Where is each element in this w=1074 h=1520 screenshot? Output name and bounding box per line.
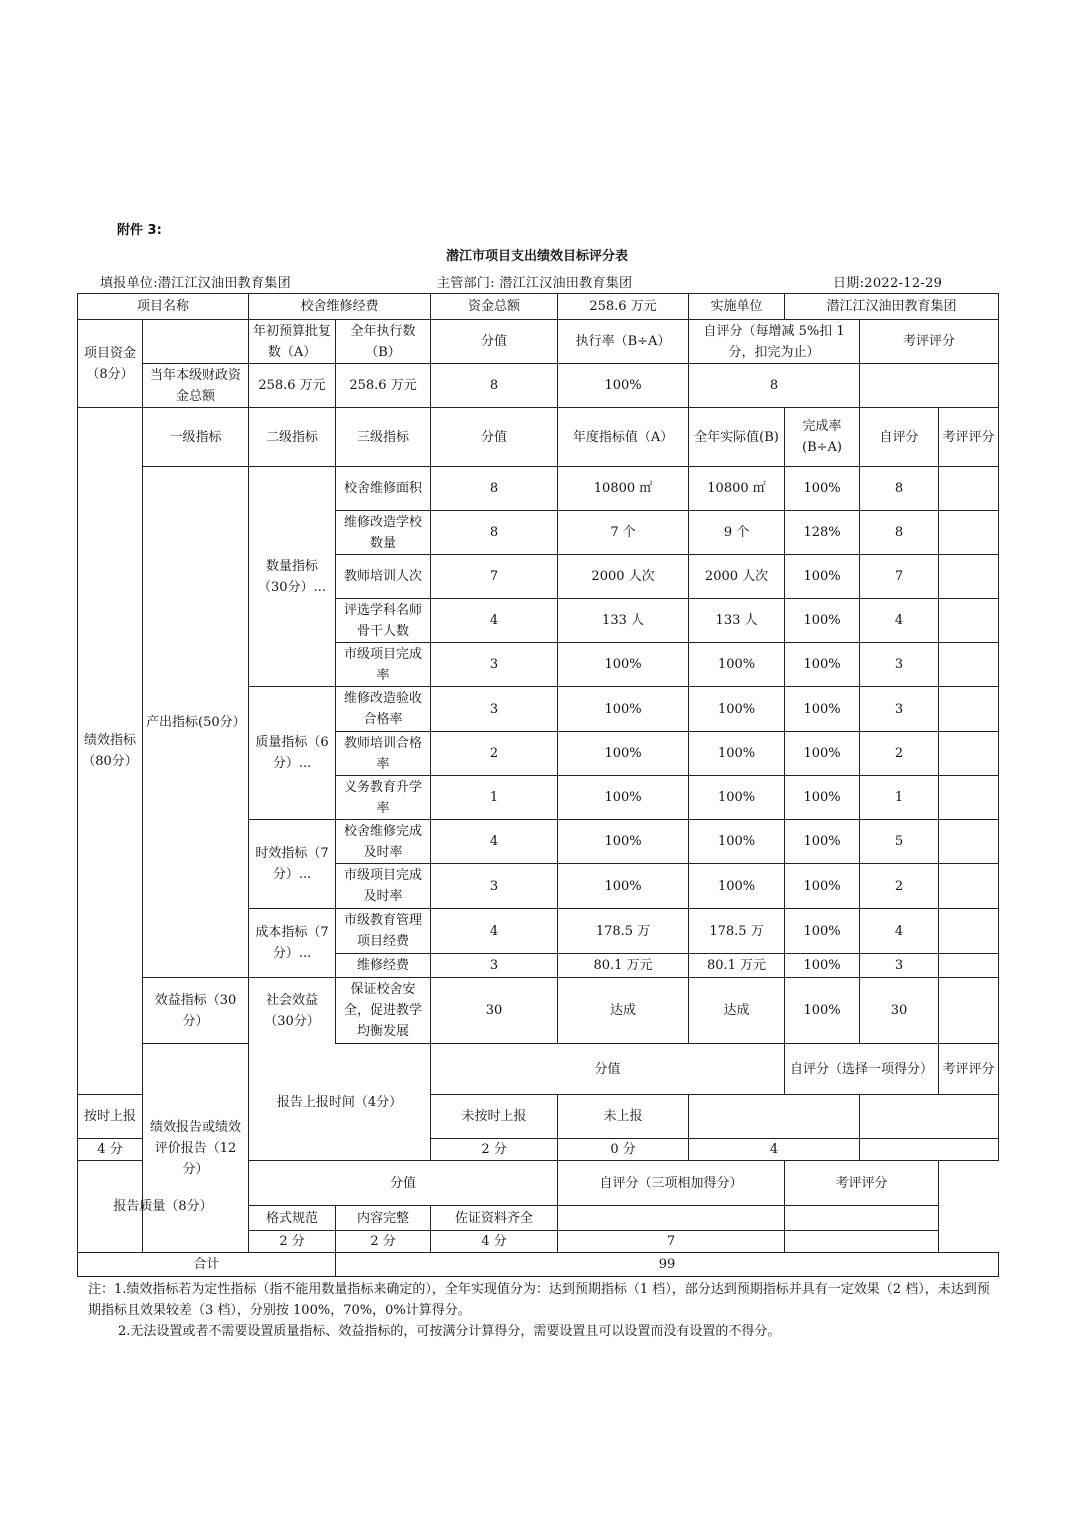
report-quality-option: 佐证资料齐全	[431, 1206, 558, 1231]
report-time-option: 按时上报	[78, 1095, 143, 1139]
indicator-self: 30	[860, 978, 939, 1044]
perf-h-target: 年度指标值（A）	[558, 408, 689, 467]
indicator-target: 100%	[558, 820, 689, 864]
indicator-score: 4	[431, 820, 558, 864]
indicator-target: 10800 ㎡	[558, 467, 689, 511]
performance-score-table	[77, 293, 999, 1277]
indicator-name: 校舍维修面积	[336, 467, 431, 511]
report-quality-eval	[785, 1231, 939, 1253]
timeliness-indicator-label: 时效指标（7分）...	[249, 820, 336, 909]
report-time-score-header: 分值	[431, 1044, 785, 1095]
impl-unit-value: 潜江江汉油田教育集团	[785, 294, 999, 320]
report-time-header-row	[78, 1044, 999, 1095]
indicator-name: 评选学科名师骨干人数	[336, 599, 431, 643]
funds-col-exec: 全年执行数（B）	[336, 320, 431, 364]
indicator-self: 7	[860, 555, 939, 599]
indicator-eval	[939, 599, 999, 643]
perf-section-label: 绩效指标（80分）	[78, 408, 143, 1095]
report-quality-score: 2 分	[249, 1231, 336, 1253]
indicator-rate: 100%	[785, 467, 860, 511]
report-quality-label: 报告质量（8分）	[78, 1161, 249, 1253]
indicator-target: 133 人	[558, 599, 689, 643]
indicator-self: 2	[860, 864, 939, 909]
indicator-rate: 100%	[785, 909, 860, 954]
project-info-row	[78, 294, 999, 320]
perf-h-rate: 完成率(B÷A)	[785, 408, 860, 467]
note-2: 2.无法设置或者不需要设置质量指标、效益指标的，可按满分计算得分，需要设置且可以设置而没有设置的不得分。	[118, 1324, 781, 1339]
quantity-indicator-label: 数量指标（30分）...	[249, 467, 336, 687]
report-quality-eval-header: 考评评分	[785, 1161, 939, 1206]
report-section-label: 绩效报告或绩效评价报告（12分）	[143, 1044, 249, 1253]
perf-h-level2: 二级指标	[249, 408, 336, 467]
funds-budget: 258.6 万元	[249, 364, 336, 408]
indicator-actual: 100%	[689, 643, 785, 687]
funds-header-row	[78, 320, 999, 364]
report-time-eval-blank-2	[860, 1095, 999, 1139]
indicator-self: 3	[860, 643, 939, 687]
funds-score: 8	[431, 364, 558, 408]
funds-self: 8	[689, 364, 860, 408]
quality-indicator-label: 质量指标（6分）...	[249, 687, 336, 820]
indicator-rate: 100%	[785, 820, 860, 864]
report-time-option: 未按时上报	[431, 1095, 558, 1139]
perf-h-eval: 考评评分	[939, 408, 999, 467]
cost-indicator-label: 成本指标（7分）...	[249, 909, 336, 978]
report-time-option: 未上报	[558, 1095, 689, 1139]
indicator-self: 8	[860, 467, 939, 511]
indicator-actual: 178.5 万	[689, 909, 785, 954]
indicator-eval	[939, 954, 999, 978]
impl-unit-label: 实施单位	[689, 294, 785, 320]
indicator-name: 义务教育升学率	[336, 776, 431, 820]
indicator-rate: 100%	[785, 978, 860, 1044]
indicator-self: 3	[860, 687, 939, 732]
report-quality-score: 2 分	[336, 1231, 431, 1253]
funds-eval	[860, 364, 999, 408]
report-time-self-blank	[689, 1095, 860, 1139]
output-indicator-label: 产出指标(50分）	[143, 467, 249, 978]
indicator-self: 4	[860, 599, 939, 643]
report-quality-score-header: 分值	[249, 1161, 558, 1206]
indicator-score: 3	[431, 643, 558, 687]
indicator-self: 5	[860, 820, 939, 864]
report-date: 日期:2022-12-29	[833, 276, 943, 291]
funds-col-eval: 考评评分	[860, 320, 999, 364]
report-quality-eval-blank	[785, 1206, 939, 1231]
report-quality-option: 内容完整	[336, 1206, 431, 1231]
report-time-label: 报告上报时间（4分）	[249, 1044, 431, 1161]
indicator-target: 2000 人次	[558, 555, 689, 599]
indicator-score: 3	[431, 954, 558, 978]
report-quality-self-blank	[558, 1206, 785, 1231]
indicator-rate: 100%	[785, 555, 860, 599]
report-time-eval-header: 考评评分	[939, 1044, 999, 1095]
perf-h-actual: 全年实际值(B)	[689, 408, 785, 467]
indicator-eval	[939, 687, 999, 732]
perf-h-score: 分值	[431, 408, 558, 467]
form-title: 潜江市项目支出绩效目标评分表	[445, 249, 628, 264]
indicator-eval	[939, 864, 999, 909]
table-row	[78, 978, 999, 1044]
indicator-rate: 128%	[785, 511, 860, 555]
notes	[88, 1279, 993, 1342]
total-label: 合计	[78, 1253, 336, 1277]
benefit-indicator-label: 效益指标（30分）	[143, 978, 249, 1044]
project-name-value: 校舍维修经费	[249, 294, 431, 320]
perf-h-level1: 一级指标	[143, 408, 249, 467]
indicator-self: 2	[860, 732, 939, 776]
indicator-name: 校舍维修完成及时率	[336, 820, 431, 864]
table-row	[78, 467, 999, 511]
funds-rate: 100%	[558, 364, 689, 408]
report-time-score: 4 分	[78, 1139, 143, 1161]
indicator-name: 维修经费	[336, 954, 431, 978]
indicator-name: 教师培训人次	[336, 555, 431, 599]
fund-total-label: 资金总额	[431, 294, 558, 320]
annex-label: 附件 3:	[117, 223, 162, 238]
total-row	[78, 1253, 999, 1277]
indicator-actual: 100%	[689, 732, 785, 776]
report-quality-score: 4 分	[431, 1231, 558, 1253]
report-time-eval	[860, 1139, 999, 1161]
indicator-target: 100%	[558, 643, 689, 687]
indicator-actual: 9 个	[689, 511, 785, 555]
indicator-target: 100%	[558, 776, 689, 820]
indicator-eval	[939, 909, 999, 954]
indicator-self: 4	[860, 909, 939, 954]
report-quality-option: 格式规范	[249, 1206, 336, 1231]
indicator-eval	[939, 643, 999, 687]
indicator-self: 3	[860, 954, 939, 978]
indicator-target: 100%	[558, 732, 689, 776]
social-benefit-label: 社会效益（30分）	[249, 978, 336, 1044]
indicator-actual: 100%	[689, 687, 785, 732]
perf-header-row	[78, 408, 999, 467]
indicator-eval	[939, 555, 999, 599]
report-time-score: 0 分	[558, 1139, 689, 1161]
fund-total-value: 258.6 万元	[558, 294, 689, 320]
perf-h-self: 自评分	[860, 408, 939, 467]
indicator-name: 教师培训合格率	[336, 732, 431, 776]
indicator-name: 维修改造验收合格率	[336, 687, 431, 732]
report-time-self-header: 自评分（选择一项得分）	[785, 1044, 939, 1095]
indicator-actual: 10800 ㎡	[689, 467, 785, 511]
indicator-rate: 100%	[785, 643, 860, 687]
report-quality-header-row	[78, 1161, 999, 1206]
indicator-score: 8	[431, 467, 558, 511]
indicator-target: 100%	[558, 687, 689, 732]
report-quality-self-header: 自评分（三项相加得分）	[558, 1161, 785, 1206]
funds-section-label: 项目资金（8分）	[78, 320, 143, 408]
indicator-rate: 100%	[785, 954, 860, 978]
indicator-score: 30	[431, 978, 558, 1044]
funds-col-score: 分值	[431, 320, 558, 364]
indicator-eval	[939, 978, 999, 1044]
note-1: 注：1.绩效指标若为定性指标（指不能用数量指标来确定的），全年实现值分为：达到预期指标（1 档），部分达到预期指标并具有一定效果（2 档），未达到预期指标且效果较差（3 档），分别按 100%，70%，0%计算得分。	[88, 1282, 990, 1318]
project-name-label: 项目名称	[78, 294, 249, 320]
indicator-name: 维修改造学校数量	[336, 511, 431, 555]
funds-row-label: 当年本级财政资金总额	[143, 364, 249, 408]
indicator-score: 3	[431, 687, 558, 732]
indicator-self: 8	[860, 511, 939, 555]
indicator-target: 80.1 万元	[558, 954, 689, 978]
indicator-score: 4	[431, 909, 558, 954]
perf-h-level3: 三级指标	[336, 408, 431, 467]
indicator-actual: 2000 人次	[689, 555, 785, 599]
indicator-eval	[939, 467, 999, 511]
indicator-actual: 133 人	[689, 599, 785, 643]
indicator-score: 7	[431, 555, 558, 599]
indicator-rate: 100%	[785, 599, 860, 643]
indicator-actual: 80.1 万元	[689, 954, 785, 978]
department: 主管部门: 潜江江汉油田教育集团	[437, 276, 633, 291]
funds-col-budget: 年初预算批复数（A）	[249, 320, 336, 364]
indicator-score: 2	[431, 732, 558, 776]
funds-exec: 258.6 万元	[336, 364, 431, 408]
indicator-rate: 100%	[785, 776, 860, 820]
indicator-actual: 100%	[689, 820, 785, 864]
indicator-target: 100%	[558, 864, 689, 909]
indicator-actual: 达成	[689, 978, 785, 1044]
indicator-rate: 100%	[785, 687, 860, 732]
funds-col-self: 自评分（每增减 5%扣 1 分，扣完为止）	[689, 320, 860, 364]
indicator-score: 3	[431, 864, 558, 909]
indicator-rate: 100%	[785, 732, 860, 776]
indicator-name: 市级项目完成率	[336, 643, 431, 687]
funds-col-rate: 执行率（B÷A）	[558, 320, 689, 364]
indicator-eval	[939, 511, 999, 555]
indicator-target: 7 个	[558, 511, 689, 555]
indicator-name: 市级项目完成及时率	[336, 864, 431, 909]
indicator-score: 1	[431, 776, 558, 820]
indicator-rate: 100%	[785, 864, 860, 909]
reporting-unit: 填报单位:潜江江汉油田教育集团	[100, 276, 291, 291]
indicator-eval	[939, 820, 999, 864]
indicator-target: 178.5 万	[558, 909, 689, 954]
indicator-name: 保证校舍安全，促进教学均衡发展	[336, 978, 431, 1044]
indicator-score: 4	[431, 599, 558, 643]
indicator-actual: 100%	[689, 776, 785, 820]
indicator-self: 1	[860, 776, 939, 820]
funds-blank-cell	[143, 320, 249, 364]
indicator-name: 市级教育管理项目经费	[336, 909, 431, 954]
funds-data-row	[78, 364, 999, 408]
report-time-self: 4	[689, 1139, 860, 1161]
indicator-eval	[939, 732, 999, 776]
report-quality-self: 7	[558, 1231, 785, 1253]
indicator-target: 达成	[558, 978, 689, 1044]
total-value: 99	[336, 1253, 999, 1277]
report-time-score: 2 分	[431, 1139, 558, 1161]
indicator-eval	[939, 776, 999, 820]
indicator-actual: 100%	[689, 864, 785, 909]
indicator-score: 8	[431, 511, 558, 555]
